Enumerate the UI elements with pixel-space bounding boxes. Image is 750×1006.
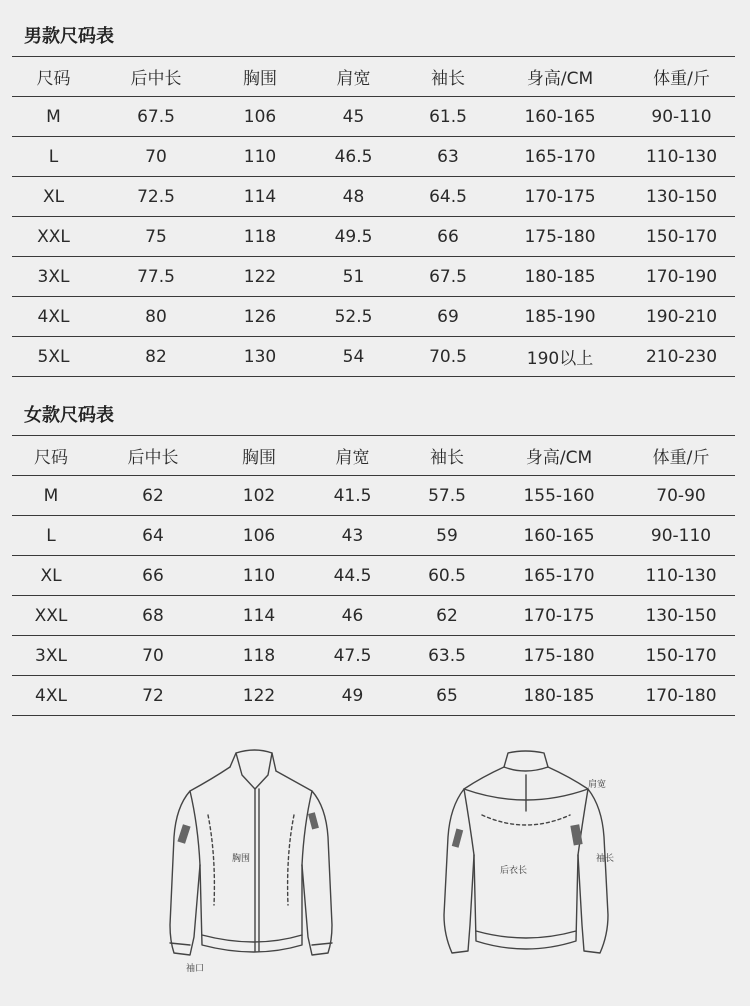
women-table-cell: 47.5 — [302, 636, 403, 676]
women-table-cell: 41.5 — [302, 476, 403, 516]
women-table-row — [12, 516, 735, 556]
men-table-cell: 63 — [404, 137, 492, 177]
men-header-cell: 身高/CM — [492, 57, 628, 97]
men-table-cell: 4XL — [12, 297, 95, 337]
men-table-cell: 110-130 — [628, 137, 735, 177]
jacket-back-diagram — [430, 745, 625, 980]
men-table-cell: 114 — [217, 177, 303, 217]
women-header-cell: 袖长 — [403, 436, 491, 476]
women-header-cell: 身高/CM — [491, 436, 627, 476]
women-table-cell: 110-130 — [627, 556, 735, 596]
men-table-cell: XL — [12, 177, 95, 217]
men-table-cell: 180-185 — [492, 257, 628, 297]
women-table-cell: 63.5 — [403, 636, 491, 676]
women-table-cell: 66 — [90, 556, 216, 596]
men-size-table — [12, 56, 735, 377]
women-table-row — [12, 676, 735, 716]
women-size-table — [12, 435, 735, 716]
women-table-cell: 110 — [216, 556, 302, 596]
men-table-cell: 49.5 — [303, 217, 404, 257]
men-table-row — [12, 257, 735, 297]
men-table-cell: 175-180 — [492, 217, 628, 257]
men-table-cell: 3XL — [12, 257, 95, 297]
women-table-cell: 3XL — [12, 636, 90, 676]
men-table-cell: 106 — [217, 97, 303, 137]
men-table-cell: 82 — [95, 337, 217, 377]
men-table-cell: 210-230 — [628, 337, 735, 377]
men-table-cell: 51 — [303, 257, 404, 297]
women-table-cell: 70 — [90, 636, 216, 676]
women-table-cell: 102 — [216, 476, 302, 516]
men-table-cell: 5XL — [12, 337, 95, 377]
men-table-cell: 190-210 — [628, 297, 735, 337]
sleeve-length-label: 袖长 — [596, 854, 615, 864]
women-table-cell: 180-185 — [491, 676, 627, 716]
men-table-cell: L — [12, 137, 95, 177]
women-table-cell: 59 — [403, 516, 491, 556]
back-length-label: 后衣长 — [500, 866, 528, 876]
men-table-cell: 150-170 — [628, 217, 735, 257]
women-table-cell: L — [12, 516, 90, 556]
men-table-cell: 77.5 — [95, 257, 217, 297]
women-table-cell: 160-165 — [491, 516, 627, 556]
men-table-cell: 130-150 — [628, 177, 735, 217]
men-table-cell: 64.5 — [404, 177, 492, 217]
chest-label: 胸围 — [232, 854, 251, 864]
women-table-cell: 170-180 — [627, 676, 735, 716]
women-table-cell: 44.5 — [302, 556, 403, 596]
men-table-cell: 52.5 — [303, 297, 404, 337]
women-table-cell: 57.5 — [403, 476, 491, 516]
women-table-cell: 150-170 — [627, 636, 735, 676]
women-table-cell: 90-110 — [627, 516, 735, 556]
men-table-cell: 170-190 — [628, 257, 735, 297]
women-table-cell: 68 — [90, 596, 216, 636]
women-table-cell: 62 — [403, 596, 491, 636]
women-table-cell: 60.5 — [403, 556, 491, 596]
women-table-cell: 46 — [302, 596, 403, 636]
men-table-header-row — [12, 57, 735, 97]
women-header-cell: 胸围 — [216, 436, 302, 476]
men-table-cell: 110 — [217, 137, 303, 177]
men-table-row — [12, 177, 735, 217]
women-table-cell: 4XL — [12, 676, 90, 716]
men-header-cell: 体重/斤 — [628, 57, 735, 97]
men-table-row — [12, 97, 735, 137]
women-table-cell: 175-180 — [491, 636, 627, 676]
men-table-cell: XXL — [12, 217, 95, 257]
women-table-header-row — [12, 436, 735, 476]
women-header-cell: 体重/斤 — [627, 436, 735, 476]
men-table-cell: 69 — [404, 297, 492, 337]
men-table-cell: 80 — [95, 297, 217, 337]
men-table-cell: 90-110 — [628, 97, 735, 137]
men-table-cell: 185-190 — [492, 297, 628, 337]
men-table-row — [12, 137, 735, 177]
women-header-cell: 后中长 — [90, 436, 216, 476]
men-table-row — [12, 217, 735, 257]
men-table-row — [12, 337, 735, 377]
men-table-row — [12, 297, 735, 337]
men-table-cell: 45 — [303, 97, 404, 137]
men-table-cell: 122 — [217, 257, 303, 297]
men-table-cell: 54 — [303, 337, 404, 377]
women-table-cell: 49 — [302, 676, 403, 716]
men-table-cell: 190以上 — [492, 337, 628, 377]
women-table-cell: 43 — [302, 516, 403, 556]
women-table-cell: 72 — [90, 676, 216, 716]
jacket-front-diagram — [160, 745, 340, 980]
men-header-cell: 袖长 — [404, 57, 492, 97]
women-header-cell: 肩宽 — [302, 436, 403, 476]
women-table-cell: 170-175 — [491, 596, 627, 636]
men-table-cell: 61.5 — [404, 97, 492, 137]
men-table-cell: 160-165 — [492, 97, 628, 137]
men-table-cell: 75 — [95, 217, 217, 257]
women-table-cell: 62 — [90, 476, 216, 516]
men-table-cell: 48 — [303, 177, 404, 217]
men-header-cell: 肩宽 — [303, 57, 404, 97]
men-table-cell: M — [12, 97, 95, 137]
women-table-cell: XXL — [12, 596, 90, 636]
men-size-chart-title: 男款尺码表 — [24, 26, 114, 47]
women-table-cell: 65 — [403, 676, 491, 716]
women-table-cell: 130-150 — [627, 596, 735, 636]
women-header-cell: 尺码 — [12, 436, 90, 476]
women-table-cell: XL — [12, 556, 90, 596]
men-table-cell: 130 — [217, 337, 303, 377]
men-table-cell: 70.5 — [404, 337, 492, 377]
women-table-cell: 122 — [216, 676, 302, 716]
women-table-cell: 64 — [90, 516, 216, 556]
men-table-cell: 118 — [217, 217, 303, 257]
men-table-cell: 46.5 — [303, 137, 404, 177]
women-table-cell: 155-160 — [491, 476, 627, 516]
men-table-cell: 67.5 — [404, 257, 492, 297]
men-table-cell: 170-175 — [492, 177, 628, 217]
shoulder-width-label: 肩宽 — [588, 780, 607, 790]
men-table-cell: 126 — [217, 297, 303, 337]
women-table-row — [12, 476, 735, 516]
women-size-chart-title: 女款尺码表 — [24, 405, 114, 426]
women-table-row — [12, 596, 735, 636]
men-header-cell: 后中长 — [95, 57, 217, 97]
cuff-label: 袖口 — [186, 964, 205, 974]
men-table-cell: 165-170 — [492, 137, 628, 177]
women-table-cell: 165-170 — [491, 556, 627, 596]
women-table-cell: 70-90 — [627, 476, 735, 516]
women-table-cell: M — [12, 476, 90, 516]
women-table-row — [12, 636, 735, 676]
women-table-cell: 106 — [216, 516, 302, 556]
men-table-cell: 72.5 — [95, 177, 217, 217]
men-header-cell: 尺码 — [12, 57, 95, 97]
women-table-row — [12, 556, 735, 596]
women-table-cell: 118 — [216, 636, 302, 676]
men-table-cell: 66 — [404, 217, 492, 257]
men-header-cell: 胸围 — [217, 57, 303, 97]
men-table-cell: 70 — [95, 137, 217, 177]
women-table-cell: 114 — [216, 596, 302, 636]
men-table-cell: 67.5 — [95, 97, 217, 137]
